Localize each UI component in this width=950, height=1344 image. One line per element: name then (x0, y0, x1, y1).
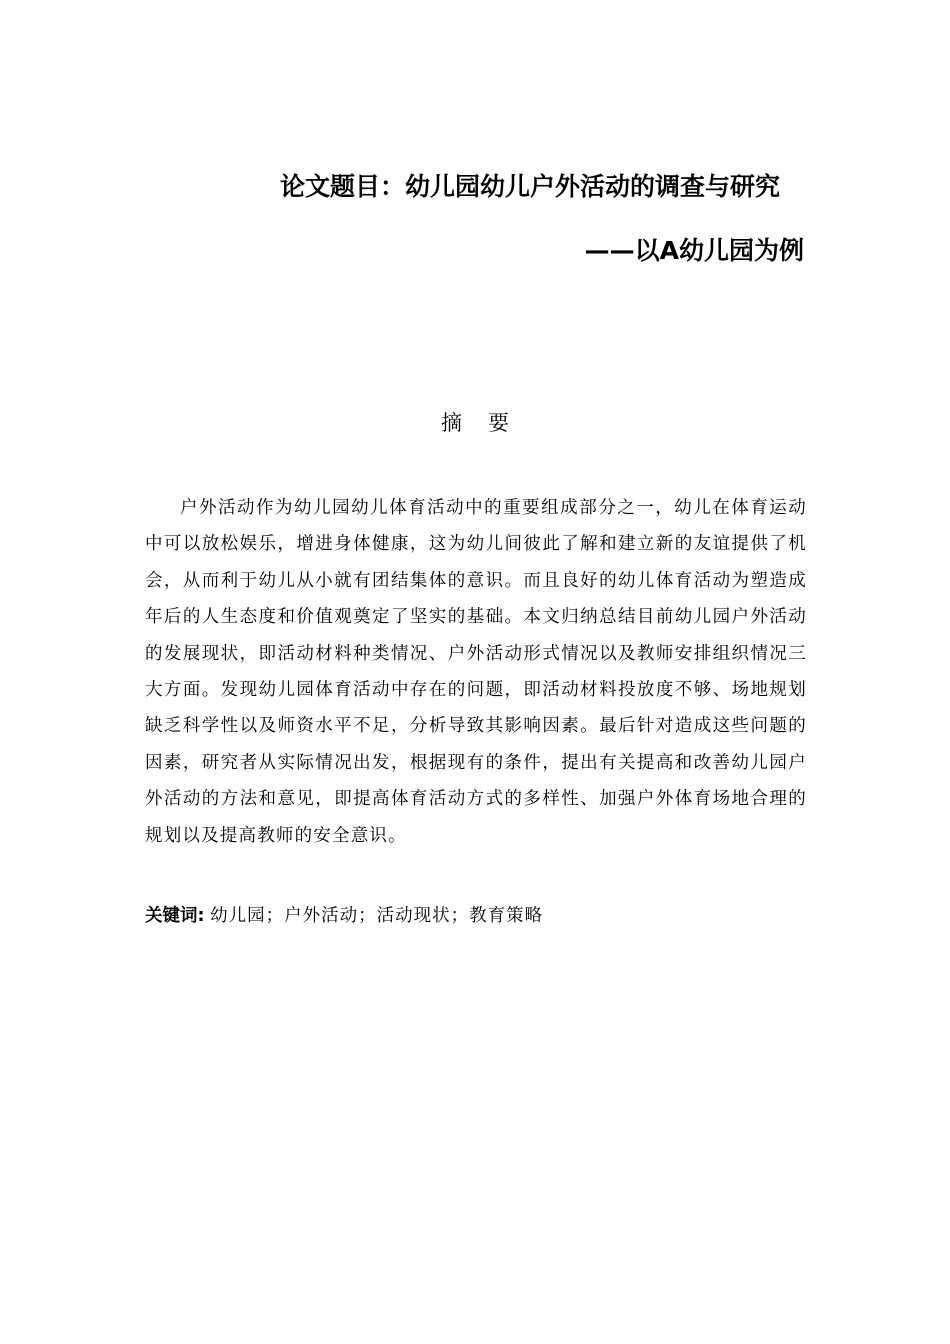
keywords-value: 幼儿园；户外活动；活动现状；教育策略 (210, 906, 544, 926)
keywords-label: 关键词: (145, 906, 205, 926)
abstract-heading: 摘要 (441, 411, 535, 435)
keywords-line (145, 898, 807, 934)
abstract-body: 户外活动作为幼儿园幼儿体育活动中的重要组成部分之一，幼儿在体育运动中可以放松娱乐，增进身体健康，这为幼儿间彼此了解和建立新的友谊提供了机会，从而利于幼儿从小就有团结集体的意识。而且良好的幼儿体育活动为塑造成年后的人生态度和价值观奠定了坚实的基础。本文归纳总结目前幼儿园户外活动的发展现状，即活动材料种类情况、户外活动形式情况以及教师安排组织情况三大方面。发现幼儿园体育活动中存在的问题，即活动材料投放度不够、场地规划缺乏科学性以及师资水平不足，分析导致其影响因素。最后针对造成这些问题的因素，研究者从实际情况出发，根据现有的条件，提出有关提高和改善幼儿园户外活动的方法和意见，即提高体育活动方式的多样性、加强户外体育场地合理的规划以及提高教师的安全意识。 (145, 498, 807, 846)
paper-subtitle: ——以A幼儿园为例 (584, 236, 804, 265)
paper-title: 论文题目：幼儿园幼儿户外活动的调查与研究 (280, 172, 781, 201)
